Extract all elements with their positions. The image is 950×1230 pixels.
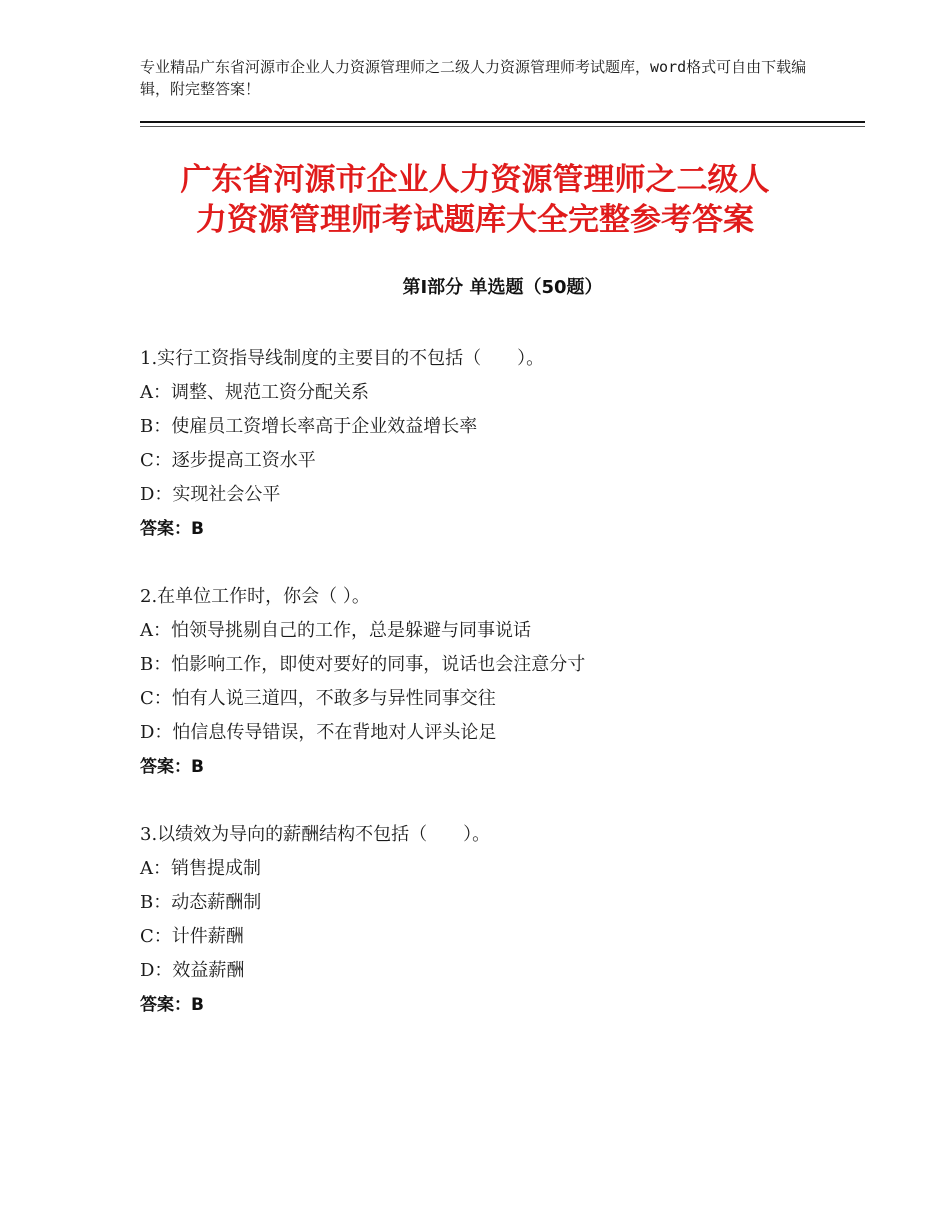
option-c: C：怕有人说三道四，不敢多与异性同事交往	[140, 688, 496, 709]
question-1	[140, 342, 865, 546]
header-note: 专业精品广东省河源市企业人力资源管理师之二级人力资源管理师考试题库，word格式可自由下载编辑，附完整答案！	[140, 58, 807, 98]
question-list	[140, 342, 865, 1056]
question-stem: 2.在单位工作时，你会（ ）。	[140, 586, 370, 607]
header-divider-thin	[140, 126, 865, 127]
option-d: D：怕信息传导错误，不在背地对人评头论足	[140, 722, 497, 743]
answer-line: 答案：B	[140, 519, 204, 539]
question-3	[140, 818, 865, 1022]
answer-line: 答案：B	[140, 757, 204, 777]
question-stem: 3.以绩效为导向的薪酬结构不包括（ ）。	[140, 824, 491, 845]
option-d: D：效益薪酬	[140, 960, 245, 981]
option-b: B：动态薪酬制	[140, 892, 262, 913]
document-title	[100, 160, 850, 240]
header-divider-thick	[140, 121, 865, 123]
option-b: B：怕影响工作，即使对要好的同事，说话也会注意分寸	[140, 654, 586, 675]
document-title-line-2: 力资源管理师考试题库大全完整参考答案	[196, 202, 754, 238]
option-b: B：使雇员工资增长率高于企业效益增长率	[140, 416, 478, 437]
answer-line: 答案：B	[140, 995, 204, 1015]
section-title: 第Ⅰ部分 单选题（50题）	[402, 277, 603, 298]
option-d: D：实现社会公平	[140, 484, 281, 505]
question-stem: 1.实行工资指导线制度的主要目的不包括（ ）。	[140, 348, 545, 369]
option-c: C：逐步提高工资水平	[140, 450, 316, 471]
question-2	[140, 580, 865, 784]
option-a: A：销售提成制	[140, 858, 261, 879]
option-c: C：计件薪酬	[140, 926, 244, 947]
option-a: A：怕领导挑剔自己的工作，总是躲避与同事说话	[140, 620, 531, 641]
document-title-line-1: 广东省河源市企业人力资源管理师之二级人	[180, 162, 770, 198]
option-a: A：调整、规范工资分配关系	[140, 382, 369, 403]
